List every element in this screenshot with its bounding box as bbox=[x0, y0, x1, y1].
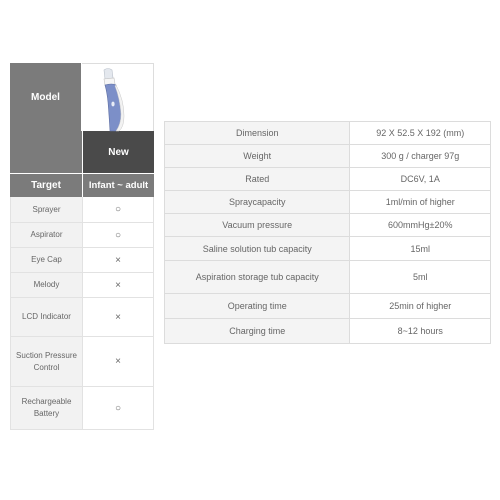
feature-row-lcd-indicator bbox=[10, 298, 154, 337]
spec-name: Operating time bbox=[164, 294, 350, 318]
feature-row-sprayer bbox=[10, 197, 154, 223]
spec-name: Dimension bbox=[164, 122, 350, 144]
feature-name: LCD Indicator bbox=[10, 298, 83, 336]
spec-row-rated bbox=[164, 168, 491, 191]
spec-row-vacuum-pressure bbox=[164, 214, 491, 237]
feature-row-rechargeable-battery bbox=[10, 387, 154, 430]
feature-name: Sprayer bbox=[10, 197, 83, 222]
spec-name: Rated bbox=[164, 168, 350, 190]
spec-value: 600mmHg±20% bbox=[350, 214, 491, 236]
spec-name: Weight bbox=[164, 145, 350, 167]
feature-row-eye-cap bbox=[10, 248, 154, 273]
spec-row-dimension bbox=[164, 122, 491, 145]
spec-value: 5ml bbox=[350, 261, 491, 293]
feature-value: × bbox=[83, 337, 154, 386]
feature-row-aspirator bbox=[10, 223, 154, 248]
spec-value: 25min of higher bbox=[350, 294, 491, 318]
spec-row-aspiration-tub-capacity bbox=[164, 261, 491, 294]
model-comparison-table bbox=[10, 63, 154, 430]
spec-value: 15ml bbox=[350, 237, 491, 260]
feature-name: Rechargeable Battery bbox=[10, 387, 83, 429]
spec-value: DC6V, 1A bbox=[350, 168, 491, 190]
specification-table bbox=[164, 121, 491, 344]
target-row bbox=[10, 173, 154, 197]
spec-name: Saline solution tub capacity bbox=[164, 237, 350, 260]
spec-row-operating-time bbox=[164, 294, 491, 319]
spec-row-charging-time bbox=[164, 319, 491, 344]
spec-value: 92 X 52.5 X 192 (mm) bbox=[350, 122, 491, 144]
feature-value: ○ bbox=[83, 197, 154, 222]
feature-value: × bbox=[83, 298, 154, 336]
spec-name: Aspiration storage tub capacity bbox=[164, 261, 350, 293]
feature-name: Melody bbox=[10, 273, 83, 297]
feature-name: Suction Pressure Control bbox=[10, 337, 83, 386]
feature-value: × bbox=[83, 248, 154, 272]
spec-value: 1ml/min of higher bbox=[350, 191, 491, 213]
feature-value: ○ bbox=[83, 223, 154, 247]
feature-name: Aspirator bbox=[10, 223, 83, 247]
feature-value: ○ bbox=[83, 387, 154, 429]
new-model-row bbox=[10, 131, 154, 173]
nasal-aspirator-image bbox=[82, 64, 153, 132]
feature-name: Eye Cap bbox=[10, 248, 83, 272]
product-image bbox=[82, 63, 154, 131]
target-value: Infant ~ adult bbox=[83, 174, 154, 197]
spec-value: 8~12 hours bbox=[350, 319, 491, 343]
feature-row-suction-pressure-control bbox=[10, 337, 154, 387]
spec-name: Charging time bbox=[164, 319, 350, 343]
spec-row-saline-tub-capacity bbox=[164, 237, 491, 261]
model-label-cell-extension bbox=[10, 131, 83, 173]
spec-row-spray-capacity bbox=[164, 191, 491, 214]
spec-name: Spraycapacity bbox=[164, 191, 350, 213]
spec-name: Vacuum pressure bbox=[164, 214, 350, 236]
new-model-label: New bbox=[83, 131, 154, 173]
spec-value: 300 g / charger 97g bbox=[350, 145, 491, 167]
spec-row-weight bbox=[164, 145, 491, 168]
model-header-row bbox=[10, 63, 154, 131]
target-label: Target bbox=[10, 174, 83, 197]
feature-row-melody bbox=[10, 273, 154, 298]
model-label: Model bbox=[10, 63, 82, 131]
feature-value: × bbox=[83, 273, 154, 297]
